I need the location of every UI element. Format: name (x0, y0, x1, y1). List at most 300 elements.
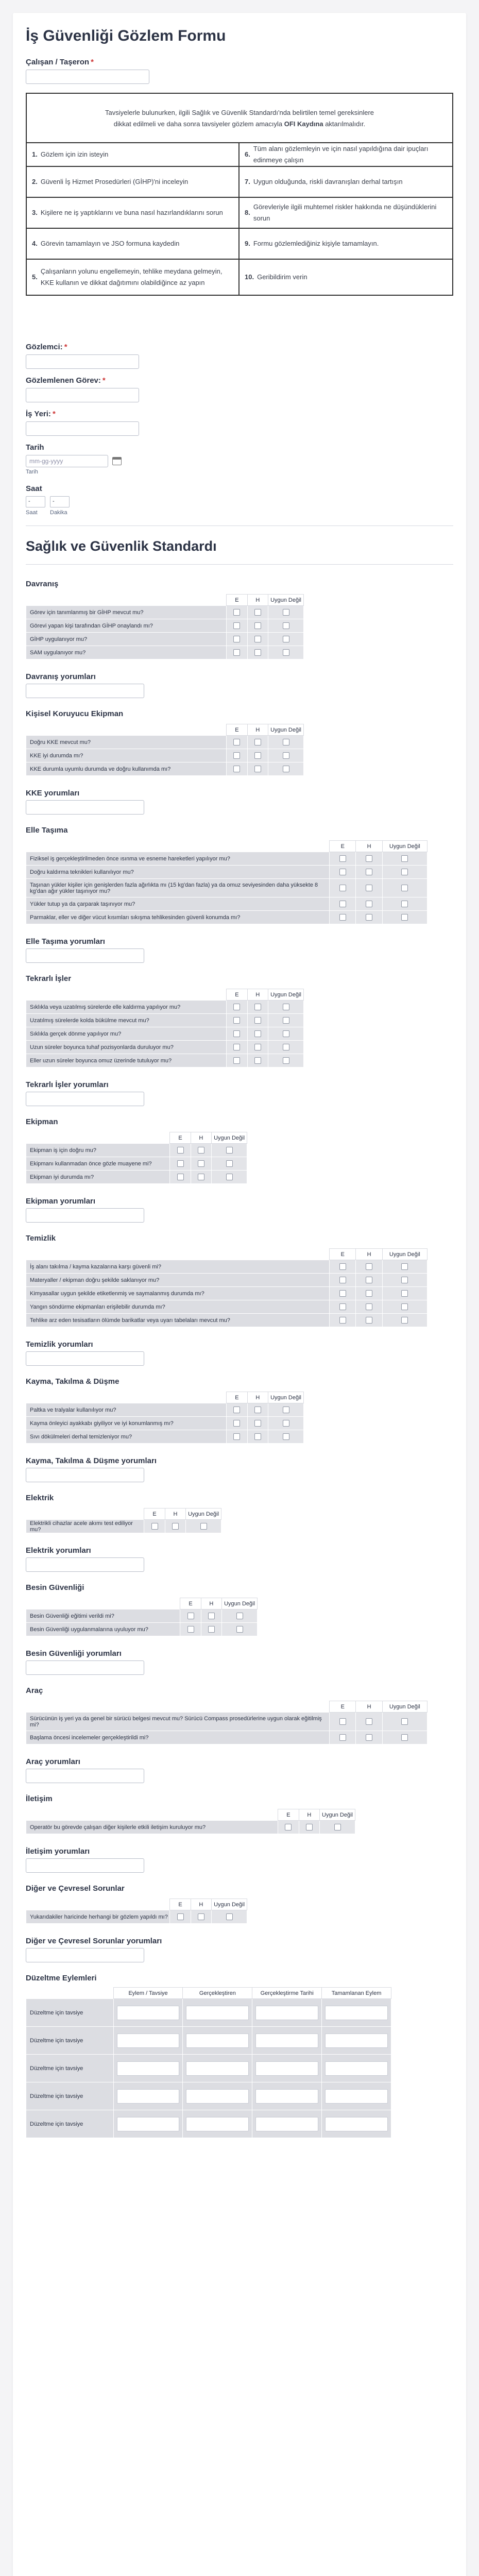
corrective-row (26, 2027, 391, 2055)
matrix-cell (227, 1014, 247, 1027)
matrix-question: Paltka ve tralyalar kullanılıyor mu? (26, 1403, 227, 1417)
observed-by-input[interactable] (26, 354, 139, 369)
date-sublabel: Tarih (26, 469, 38, 475)
matrix-column-header: Uygun Değil (268, 724, 304, 736)
matrix-cell (247, 1001, 268, 1014)
matrix-cell (268, 1417, 304, 1430)
matrix-checkbox[interactable] (283, 636, 289, 642)
matrix-checkbox[interactable] (339, 1317, 346, 1324)
matrix-checkbox[interactable] (226, 1160, 233, 1167)
comments-label: Davranış yorumları (26, 672, 96, 681)
matrix-cell (330, 911, 356, 924)
matrix-checkbox[interactable] (187, 1613, 194, 1619)
matrix-checkbox[interactable] (254, 622, 261, 629)
matrix-checkbox[interactable] (254, 1420, 261, 1427)
matrix-checkbox[interactable] (177, 1147, 184, 1154)
matrix-cell (382, 897, 427, 911)
matrix-cell (382, 1731, 427, 1744)
comments-label: Besin Güvenliği yorumları (26, 1649, 122, 1658)
matrix-checkbox[interactable] (339, 1303, 346, 1310)
corrective-cell (252, 2110, 322, 2138)
matrix-column-header: E (330, 841, 356, 852)
matrix-checkbox[interactable] (339, 1290, 346, 1297)
matrix-checkbox[interactable] (283, 739, 289, 745)
matrix-cell (247, 1403, 268, 1417)
matrix-question: Ekipmanı kullanmadan önce gözle muayene mi? (26, 1157, 170, 1171)
matrix-checkbox[interactable] (401, 1317, 408, 1324)
matrix-checkbox[interactable] (177, 1160, 184, 1167)
matrix-checkbox[interactable] (366, 1277, 372, 1283)
corrective-input[interactable] (325, 2117, 388, 2131)
matrix-column-header: Uygun Değil (212, 1899, 247, 1910)
matrix-cell (356, 1314, 382, 1327)
corrective-input[interactable] (186, 2061, 249, 2076)
comments-input[interactable] (26, 1769, 144, 1783)
matrix-checkbox[interactable] (177, 1174, 184, 1180)
corrective-cell (322, 1999, 391, 2027)
matrix-checkbox[interactable] (283, 1433, 289, 1440)
matrix-column-header: H (356, 1249, 382, 1260)
matrix-question: Ekipman iş için doğru mu? (26, 1144, 170, 1157)
instruction-item (239, 229, 452, 259)
matrix-checkbox[interactable] (401, 1263, 408, 1270)
corrective-input[interactable] (117, 2117, 180, 2131)
matrix-column-header: Uygun Değil (382, 1249, 427, 1260)
rating-matrix (26, 1701, 427, 1744)
matrix-checkbox[interactable] (283, 1406, 289, 1413)
matrix-column-header: H (191, 1132, 211, 1144)
matrix-checkbox[interactable] (401, 869, 408, 875)
instruction-number: 9. (245, 240, 250, 247)
matrix-cell (320, 1821, 355, 1834)
matrix-checkbox[interactable] (339, 1263, 346, 1270)
matrix-cell (356, 1731, 382, 1744)
date-label: Tarih (26, 443, 44, 452)
matrix-question: Fiziksel iş gerçekleştirilmeden önce ısınma ve esneme hareketleri yapılıyor mu? (26, 852, 330, 866)
matrix-checkbox[interactable] (401, 1718, 408, 1725)
work-place-input[interactable] (26, 421, 139, 436)
matrix-checkbox[interactable] (254, 739, 261, 745)
hour-select[interactable]: - (26, 496, 45, 507)
section-heading: Kayma, Takılma & Düşme (26, 1377, 119, 1386)
matrix-cell (382, 866, 427, 879)
matrix-cell (227, 736, 247, 749)
matrix-checkbox[interactable] (334, 1824, 341, 1831)
instructions-intro: Tavsiyelerle bulunurken, ilgili Sağlık ve Güvenlik Standardı'nda belirtilen temel gereksinlere dikkat edilmeli ve daha sonra tavsiyeler gözlem amacıyla OFI Kaydına aktarılmalıdır. (27, 94, 452, 143)
matrix-column-header: Uygun Değil (268, 1392, 304, 1403)
comments-input[interactable] (26, 1092, 144, 1106)
matrix-checkbox[interactable] (236, 1613, 243, 1619)
matrix-question: Uzun süreler boyunca tuhaf pozisyonlarda duruluyor mu? (26, 1041, 227, 1054)
matrix-column-header: E (330, 1701, 356, 1713)
matrix-row (26, 1417, 304, 1430)
corrective-input[interactable] (325, 2089, 388, 2104)
matrix-checkbox[interactable] (339, 855, 346, 862)
corrective-input[interactable] (325, 2061, 388, 2076)
observer-input[interactable] (26, 70, 149, 84)
matrix-checkbox[interactable] (208, 1626, 215, 1633)
matrix-cell (247, 606, 268, 619)
section-heading: İletişim (26, 1794, 53, 1803)
instruction-number: 3. (32, 209, 38, 216)
corrective-row-label: Düzeltme için tavsiye (26, 2055, 114, 2082)
matrix-question: Besin Güvenliği eğitimi verildi mi? (26, 1609, 180, 1623)
matrix-checkbox[interactable] (401, 1303, 408, 1310)
matrix-checkbox[interactable] (366, 1718, 372, 1725)
matrix-checkbox[interactable] (366, 855, 372, 862)
instruction-text: Uygun olduğunda, riskli davranışları derhal tartışın (253, 178, 403, 185)
matrix-checkbox[interactable] (339, 869, 346, 875)
matrix-checkbox[interactable] (254, 1057, 261, 1064)
instruction-number: 8. (245, 209, 250, 216)
matrix-checkbox[interactable] (233, 752, 240, 759)
matrix-checkbox[interactable] (198, 1160, 204, 1167)
matrix-cell (180, 1609, 201, 1623)
matrix-question: KKE iyi durumda mı? (26, 749, 227, 762)
matrix-cell (268, 1001, 304, 1014)
matrix-checkbox[interactable] (198, 1147, 204, 1154)
matrix-checkbox[interactable] (233, 1420, 240, 1427)
observed-task-label: Gözlemlenen Görev: * (26, 376, 106, 385)
matrix-checkbox[interactable] (233, 609, 240, 616)
matrix-cell (191, 1171, 211, 1184)
matrix-checkbox[interactable] (254, 649, 261, 656)
matrix-checkbox[interactable] (151, 1523, 158, 1530)
corrective-row (26, 2082, 391, 2110)
matrix-cell (227, 1001, 247, 1014)
instruction-item (239, 167, 452, 197)
corrective-input[interactable] (117, 2061, 180, 2076)
matrix-checkbox[interactable] (285, 1824, 292, 1831)
matrix-checkbox[interactable] (226, 1913, 233, 1920)
matrix-row (26, 749, 304, 762)
matrix-checkbox[interactable] (283, 622, 289, 629)
matrix-question: Yangın söndürme ekipmanları erişilebilir durumda mı? (26, 1300, 330, 1314)
corrective-input[interactable] (186, 2033, 249, 2048)
matrix-row (26, 1171, 247, 1184)
matrix-question: Uzatılmış sürelerde kolda bükülme mevcut mu? (26, 1014, 227, 1027)
comments-label: KKE yorumları (26, 789, 80, 798)
rating-matrix (26, 1899, 247, 1924)
matrix-checkbox[interactable] (283, 1017, 289, 1024)
matrix-row (26, 1274, 427, 1287)
matrix-checkbox[interactable] (401, 914, 408, 921)
matrix-checkbox[interactable] (366, 1303, 372, 1310)
matrix-cell (247, 1054, 268, 1067)
form-title: İş Güvenliği Gözlem Formu (26, 27, 226, 44)
matrix-column-header: Uygun Değil (320, 1809, 355, 1821)
matrix-column-header: E (278, 1809, 299, 1821)
matrix-question: Doğru kaldırma teknikleri kullanılıyor mu? (26, 866, 330, 879)
matrix-checkbox[interactable] (233, 739, 240, 745)
comments-label: Tekrarlı İşler yorumları (26, 1080, 109, 1089)
minute-sublabel: Dakika (50, 510, 67, 516)
matrix-question: Kimyasallar uygun şekilde etiketlenmiş ve saymalanmış durumda mı? (26, 1287, 330, 1300)
matrix-question: Sürücünün iş yeri ya da genel bir sürücü belgesi mevcut mu? Sürücü Compass prosedürlerine uygun olarak eğitilmiş mi? (26, 1713, 330, 1731)
corrective-column-header: Gerçekleştirme Tarihi (252, 1988, 322, 1999)
matrix-checkbox[interactable] (339, 1718, 346, 1725)
comments-label: Araç yorumları (26, 1757, 80, 1766)
section-heading: Araç (26, 1686, 43, 1695)
corrective-input[interactable] (255, 2089, 318, 2104)
matrix-question: Sıklıkla veya uzatılmış sürelerde elle kaldırma yapılıyor mu? (26, 1001, 227, 1014)
matrix-cell (227, 1054, 247, 1067)
matrix-checkbox[interactable] (233, 636, 240, 642)
section-divider (26, 564, 453, 565)
comments-input[interactable] (26, 1351, 144, 1366)
matrix-row (26, 866, 427, 879)
corrective-input[interactable] (117, 2089, 180, 2104)
matrix-column-header: E (330, 1249, 356, 1260)
matrix-checkbox[interactable] (366, 1734, 372, 1741)
matrix-checkbox[interactable] (366, 1263, 372, 1270)
corrective-input[interactable] (255, 2033, 318, 2048)
matrix-cell (299, 1821, 319, 1834)
matrix-checkbox[interactable] (198, 1913, 204, 1920)
matrix-checkbox[interactable] (254, 1406, 261, 1413)
matrix-checkbox[interactable] (254, 766, 261, 772)
matrix-cell (268, 619, 304, 633)
matrix-row (26, 1520, 221, 1533)
matrix-checkbox[interactable] (233, 649, 240, 656)
matrix-row (26, 1609, 258, 1623)
comments-input[interactable] (26, 800, 144, 815)
corrective-input[interactable] (325, 2033, 388, 2048)
matrix-checkbox[interactable] (254, 1004, 261, 1010)
matrix-checkbox[interactable] (283, 766, 289, 772)
corrective-cell (322, 2027, 391, 2055)
matrix-row (26, 1910, 247, 1924)
instruction-item (239, 260, 452, 295)
matrix-cell (330, 852, 356, 866)
matrix-checkbox[interactable] (339, 885, 346, 891)
matrix-cell (382, 1713, 427, 1731)
matrix-checkbox[interactable] (339, 1277, 346, 1283)
matrix-row (26, 633, 304, 646)
matrix-checkbox[interactable] (254, 1030, 261, 1037)
matrix-checkbox[interactable] (200, 1523, 207, 1530)
matrix-cell (247, 749, 268, 762)
date-input[interactable]: mm-gg-yyyy (26, 455, 108, 467)
matrix-row (26, 1403, 304, 1417)
minute-select[interactable]: - (50, 496, 70, 507)
section-heading: Temizlik (26, 1234, 56, 1243)
matrix-column-header: H (165, 1509, 185, 1520)
comments-input[interactable] (26, 1557, 144, 1572)
matrix-checkbox[interactable] (254, 1433, 261, 1440)
matrix-checkbox[interactable] (233, 1044, 240, 1050)
matrix-cell (268, 1041, 304, 1054)
matrix-checkbox[interactable] (233, 1004, 240, 1010)
section-heading: Davranış (26, 580, 59, 588)
matrix-checkbox[interactable] (233, 1030, 240, 1037)
corrective-row-label: Düzeltme için tavsiye (26, 2027, 114, 2055)
matrix-question: Taşınan yükler kişiler için genişlerden fazla ağırlıkta mı (15 kg'dan fazla) ya da omuz seviyesinden daha yüksekte 8 kg'dan ağır yükler taşınıyor mu? (26, 879, 330, 897)
matrix-cell (227, 646, 247, 659)
matrix-checkbox[interactable] (254, 636, 261, 642)
matrix-checkbox[interactable] (172, 1523, 179, 1530)
matrix-checkbox[interactable] (177, 1913, 184, 1920)
matrix-checkbox[interactable] (306, 1824, 313, 1831)
matrix-checkbox[interactable] (233, 1406, 240, 1413)
matrix-checkbox[interactable] (233, 1057, 240, 1064)
matrix-checkbox[interactable] (366, 885, 372, 891)
matrix-checkbox[interactable] (233, 766, 240, 772)
calendar-icon[interactable] (112, 457, 122, 465)
corrective-input[interactable] (186, 2089, 249, 2104)
matrix-cell (382, 879, 427, 897)
matrix-checkbox[interactable] (283, 1420, 289, 1427)
corrective-input[interactable] (255, 2006, 318, 2020)
corrective-input[interactable] (186, 2006, 249, 2020)
matrix-cell (278, 1821, 299, 1834)
matrix-checkbox[interactable] (233, 1017, 240, 1024)
matrix-checkbox[interactable] (236, 1626, 243, 1633)
matrix-cell (330, 1314, 356, 1327)
matrix-checkbox[interactable] (339, 1734, 346, 1741)
corrective-input[interactable] (117, 2033, 180, 2048)
matrix-cell (356, 879, 382, 897)
corrective-input[interactable] (255, 2117, 318, 2131)
corrective-row (26, 2055, 391, 2082)
matrix-checkbox[interactable] (339, 901, 346, 907)
matrix-checkbox[interactable] (254, 752, 261, 759)
matrix-row (26, 1041, 304, 1054)
matrix-question: Operatör bu görevde çalışan diğer kişilerle etkili iletişim kuruluyor mu? (26, 1821, 278, 1834)
corrective-input[interactable] (117, 2006, 180, 2020)
matrix-cell (227, 606, 247, 619)
comments-input[interactable] (26, 1208, 144, 1223)
matrix-cell (247, 633, 268, 646)
matrix-checkbox[interactable] (226, 1147, 233, 1154)
matrix-row (26, 1287, 427, 1300)
section-heading: Elektrik (26, 1494, 54, 1502)
comments-input[interactable] (26, 1948, 144, 1962)
matrix-checkbox[interactable] (283, 609, 289, 616)
matrix-row (26, 911, 427, 924)
matrix-checkbox[interactable] (401, 1277, 408, 1283)
matrix-checkbox[interactable] (254, 1044, 261, 1050)
corrective-row-label: Düzeltme için tavsiye (26, 2110, 114, 2138)
hour-sublabel: Saat (26, 510, 38, 516)
corrective-input[interactable] (186, 2117, 249, 2131)
instruction-text: Formu gözlemlediğiniz kişiyle tamamlayın. (253, 240, 379, 247)
observer-label: Çalışan / Taşeron * (26, 58, 94, 66)
instruction-item (27, 143, 239, 166)
matrix-cell (330, 1287, 356, 1300)
matrix-checkbox[interactable] (366, 1317, 372, 1324)
matrix-checkbox[interactable] (401, 855, 408, 862)
corrective-cell (113, 2110, 183, 2138)
matrix-checkbox[interactable] (366, 869, 372, 875)
matrix-row (26, 879, 427, 897)
matrix-checkbox[interactable] (254, 609, 261, 616)
instructions-row (27, 260, 452, 295)
matrix-cell (330, 1713, 356, 1731)
matrix-cell (356, 911, 382, 924)
comments-input[interactable] (26, 1468, 144, 1482)
matrix-checkbox[interactable] (198, 1174, 204, 1180)
matrix-column-header: E (227, 1392, 247, 1403)
matrix-checkbox[interactable] (366, 1290, 372, 1297)
matrix-checkbox[interactable] (339, 914, 346, 921)
matrix-cell (382, 1287, 427, 1300)
matrix-column-header: H (299, 1809, 319, 1821)
instruction-number: 1. (32, 150, 38, 158)
matrix-checkbox[interactable] (366, 901, 372, 907)
matrix-cell (268, 646, 304, 659)
matrix-checkbox[interactable] (208, 1613, 215, 1619)
comments-label: Ekipman yorumları (26, 1197, 96, 1206)
matrix-question: Besin Güvenliği uygulanmalarına uyuluyor mu? (26, 1623, 180, 1636)
matrix-cell (247, 762, 268, 776)
matrix-checkbox[interactable] (401, 901, 408, 907)
matrix-column-header: Uygun Değil (268, 989, 304, 1001)
matrix-checkbox[interactable] (401, 885, 408, 891)
matrix-cell (268, 762, 304, 776)
matrix-checkbox[interactable] (283, 1044, 289, 1050)
matrix-cell (227, 1041, 247, 1054)
matrix-checkbox[interactable] (366, 914, 372, 921)
matrix-checkbox[interactable] (233, 622, 240, 629)
corrective-input[interactable] (325, 2006, 388, 2020)
corrective-input[interactable] (255, 2061, 318, 2076)
matrix-checkbox[interactable] (283, 752, 289, 759)
matrix-checkbox[interactable] (401, 1290, 408, 1297)
matrix-question: Başlama öncesi incelemeler gerçekleştirildi mi? (26, 1731, 330, 1744)
matrix-column-header: Uygun Değil (186, 1509, 221, 1520)
observed-task-input[interactable] (26, 388, 139, 402)
matrix-cell (268, 633, 304, 646)
rating-matrix (26, 1132, 247, 1184)
matrix-checkbox[interactable] (283, 1057, 289, 1064)
comments-input[interactable] (26, 1660, 144, 1675)
matrix-cell (382, 1274, 427, 1287)
comments-input[interactable] (26, 684, 144, 698)
matrix-question: Görev için tanımlanmış bir GİHP mevcut mu? (26, 606, 227, 619)
matrix-column-header: H (356, 841, 382, 852)
matrix-checkbox[interactable] (233, 1433, 240, 1440)
matrix-question: Yükler tutup ya da çarparak taşınıyor mu? (26, 897, 330, 911)
observed-by-label: Gözlemci: * (26, 343, 67, 351)
matrix-question: Kayma önleyici ayakkabı giyiliyor ve iyi konumlanmış mı? (26, 1417, 227, 1430)
matrix-cell (268, 1430, 304, 1444)
matrix-checkbox[interactable] (401, 1734, 408, 1741)
corrective-row-label: Düzeltme için tavsiye (26, 1999, 114, 2027)
matrix-checkbox[interactable] (187, 1626, 194, 1633)
matrix-row (26, 1314, 427, 1327)
matrix-cell (356, 1287, 382, 1300)
rating-matrix (26, 724, 304, 776)
matrix-checkbox[interactable] (283, 649, 289, 656)
matrix-checkbox[interactable] (226, 1174, 233, 1180)
rating-matrix (26, 594, 304, 659)
comments-input[interactable] (26, 948, 144, 963)
matrix-row (26, 852, 427, 866)
instruction-text: Tüm alanı gözlemleyin ve için nasıl yapıldığına dair ipuçları edinmeye çalışın (253, 145, 429, 164)
matrix-checkbox[interactable] (283, 1004, 289, 1010)
matrix-cell (170, 1910, 191, 1924)
matrix-cell (330, 866, 356, 879)
instruction-number: 7. (245, 178, 250, 185)
instructions-row (27, 167, 452, 198)
comments-input[interactable] (26, 1858, 144, 1873)
matrix-column-header: Uygun Değil (382, 1701, 427, 1713)
matrix-row (26, 1713, 427, 1731)
matrix-checkbox[interactable] (283, 1030, 289, 1037)
instructions-row (27, 229, 452, 260)
matrix-checkbox[interactable] (254, 1017, 261, 1024)
